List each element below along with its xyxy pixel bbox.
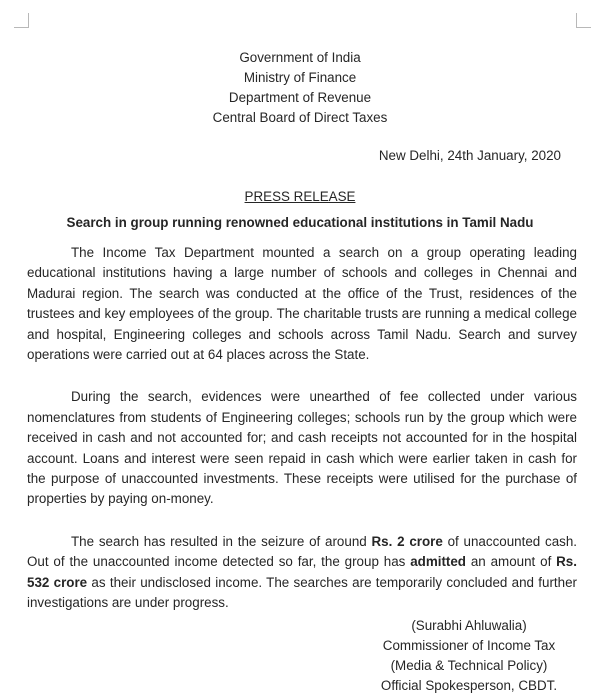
- header-ministry: Ministry of Finance: [243, 70, 357, 85]
- paragraph-3-part-1: The search has resulted in the seizure of around: [71, 533, 372, 549]
- paragraph-3: [27, 532, 577, 614]
- paragraph-1: The Income Tax Department mounted a search on a group operating leading educational institutions having a large number of schools and colleges in Chennai and Madurai region. The search was conducted at the office of the Trust, residences of the trustees and key employees of the group. The charitable trusts are running a medical college and hospital, Engineering colleges and schools across Tamil Nadu. Search and survey operations were carried out at 64 places across the State.: [27, 245, 577, 363]
- press-release-label: PRESS RELEASE: [244, 189, 356, 204]
- top-right-corner-mark: [576, 13, 591, 28]
- signatory-name: (Surabhi Ahluwalia): [411, 618, 527, 633]
- signatory-title: Commissioner of Income Tax: [382, 638, 556, 653]
- paragraph-3-part-3: an amount of: [466, 554, 557, 570]
- signatory-role: Official Spokesperson, CBDT.: [380, 678, 558, 693]
- body-text: [27, 243, 577, 636]
- paragraph-2: During the search, evidences were unearthed of fee collected under various nomenclatures from students of Engineering colleges; schools run by the group which were received in cash and not accounted for; and cash receipts not accounted for in the hospital account. Loans and interest were seen repaid in cash which were earlier taken in cash for the purpose of unaccounted investments. These receipts were utilised for the purchase of properties by paying on-money.: [27, 389, 577, 507]
- header-government: Government of India: [239, 50, 361, 65]
- paragraph-3-part-4: as their undisclosed income. The searches are temporarily concluded and further investigations are under progress.: [27, 574, 578, 611]
- signatory-office: (Media & Technical Policy): [390, 658, 548, 673]
- header-department: Department of Revenue: [228, 90, 372, 105]
- paragraph-3-part-2: of unaccounted cash. Out of the unaccounted income detected so far, the group has: [27, 533, 577, 570]
- header-board: Central Board of Direct Taxes: [212, 110, 388, 125]
- seizure-amount: Rs. 2 crore: [371, 533, 443, 549]
- top-left-corner-mark: [14, 13, 29, 28]
- headline: Search in group running renowned educational institutions in Tamil Nadu: [66, 215, 534, 230]
- date-line: New Delhi, 24th January, 2020: [378, 148, 561, 163]
- undisclosed-income-amount: Rs. 532 crore: [27, 554, 577, 590]
- signature-block: [359, 616, 579, 696]
- letterhead: [0, 48, 600, 128]
- admitted-word: admitted: [410, 554, 466, 570]
